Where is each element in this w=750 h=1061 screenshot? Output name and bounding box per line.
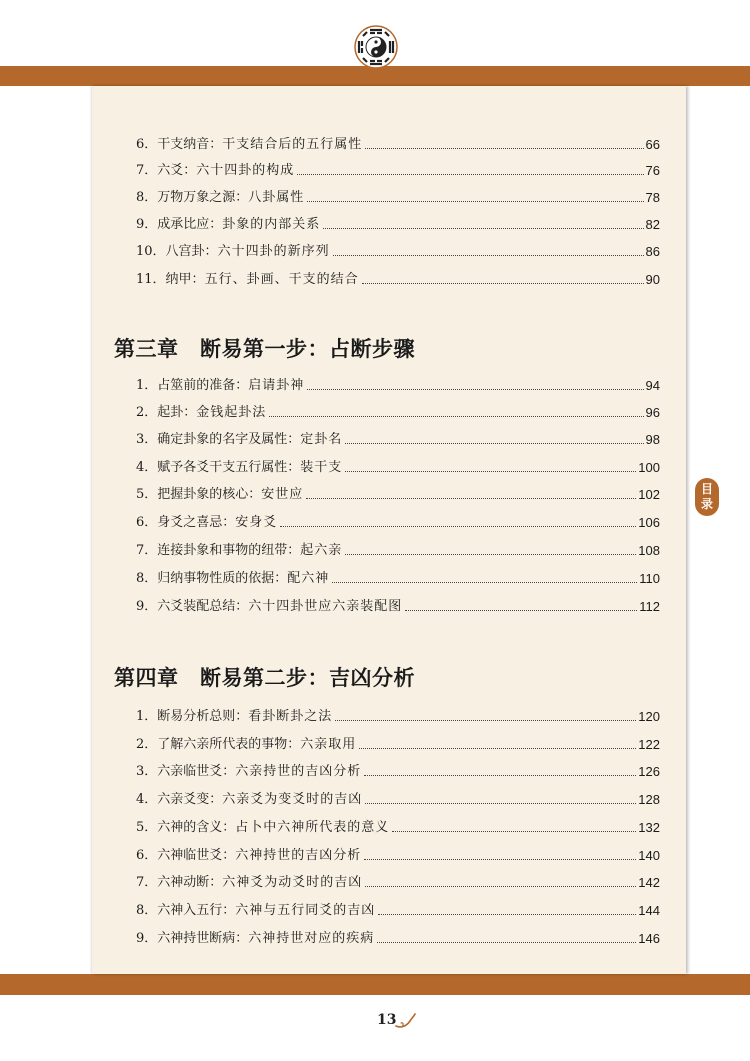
leader-dots <box>345 554 636 555</box>
leader-dots <box>307 201 643 202</box>
entry-number: 9． <box>136 599 158 614</box>
entry-title: 万物万象之源： <box>157 190 249 205</box>
entry-subtitle: 五行、卦画、干支的结合 <box>204 272 359 287</box>
entry-page-number: 98 <box>645 432 660 447</box>
toc-entry[interactable] <box>136 758 660 780</box>
entry-page-number: 120 <box>638 709 660 724</box>
leader-dots <box>392 831 636 832</box>
toc-entry[interactable] <box>136 897 660 919</box>
entry-title: 身爻之喜忌： <box>157 515 236 530</box>
entry-title: 六爻： <box>157 163 197 178</box>
leader-dots <box>364 859 636 860</box>
bagua-yin-yang-icon <box>354 25 398 69</box>
toc-entry[interactable] <box>136 869 660 891</box>
entry-page-number: 106 <box>638 515 660 530</box>
entry-subtitle: 六十四卦的新序列 <box>217 244 330 259</box>
entry-subtitle: 六神爻为动爻时的吉凶 <box>222 875 363 890</box>
entry-number: 8． <box>136 903 158 918</box>
entry-page-number: 146 <box>638 931 660 946</box>
entry-number: 6． <box>136 137 158 152</box>
entry-page-number: 100 <box>638 460 660 475</box>
entry-number: 2． <box>136 737 158 752</box>
entry-number: 2． <box>136 405 158 420</box>
entry-number: 9． <box>136 217 158 232</box>
entry-title: 把握卦象的核心： <box>157 487 262 502</box>
toc-entry[interactable] <box>136 703 660 725</box>
entry-title: 六神临世爻： <box>157 848 236 863</box>
entry-subtitle: 六神持世对应的疾病 <box>248 931 375 946</box>
entry-number: 7． <box>136 543 158 558</box>
leader-dots <box>307 389 643 390</box>
entry-number: 10． <box>136 244 166 259</box>
toc-entry[interactable] <box>136 372 660 394</box>
toc-entry[interactable] <box>136 786 660 808</box>
toc-entry[interactable] <box>136 211 660 233</box>
entry-subtitle: 六神与五行同爻的吉凶 <box>235 903 376 918</box>
entry-title: 六爻装配总结： <box>157 599 249 614</box>
leader-dots <box>362 283 644 284</box>
entry-title: 六神持世断病： <box>157 931 249 946</box>
entry-subtitle: 六亲持世的吉凶分析 <box>235 764 362 779</box>
leader-dots <box>377 942 636 943</box>
entry-number: 1． <box>136 378 158 393</box>
leader-dots <box>306 498 636 499</box>
entry-number: 1． <box>136 709 158 724</box>
entry-page-number: 66 <box>645 137 660 152</box>
entry-title: 连接卦象和事物的纽带： <box>157 543 301 558</box>
toc-entry[interactable] <box>136 157 660 179</box>
entry-title: 干支纳音： <box>157 137 223 152</box>
entry-title: 归纳事物性质的依据： <box>157 571 288 586</box>
entry-subtitle: 六亲取用 <box>300 737 357 752</box>
toc-entry[interactable] <box>136 731 660 753</box>
entry-page-number: 86 <box>645 244 660 259</box>
leader-dots <box>359 748 636 749</box>
side-tab-char-1: 目 <box>700 482 713 496</box>
entry-title: 六亲爻变： <box>157 792 223 807</box>
leader-dots <box>365 803 636 804</box>
footer-band <box>0 974 750 995</box>
entry-title: 赋予各爻干支五行属性： <box>157 460 301 475</box>
entry-subtitle: 八卦属性 <box>248 190 305 205</box>
entry-page-number: 78 <box>645 190 660 205</box>
entry-subtitle: 起六亲 <box>300 543 343 558</box>
leader-dots <box>280 526 636 527</box>
entry-subtitle: 占卜中六神所代表的意义 <box>235 820 390 835</box>
entry-title: 纳甲： <box>165 272 205 287</box>
toc-entry[interactable] <box>136 814 660 836</box>
entry-page-number: 76 <box>645 163 660 178</box>
toc-entry[interactable] <box>136 184 660 206</box>
entry-title: 八宫卦： <box>165 244 218 259</box>
entry-subtitle: 安身爻 <box>235 515 278 530</box>
entry-title: 六神动断： <box>157 875 223 890</box>
entry-page-number: 108 <box>638 543 660 558</box>
entry-subtitle: 看卦断卦之法 <box>248 709 333 724</box>
entry-subtitle: 六十四卦世应六亲装配图 <box>248 599 403 614</box>
entry-subtitle: 金钱起卦法 <box>196 405 267 420</box>
entry-title: 成承比应： <box>157 217 223 232</box>
entry-number: 4． <box>136 792 158 807</box>
entry-page-number: 102 <box>638 487 660 502</box>
leader-dots <box>345 471 636 472</box>
leader-dots <box>364 775 636 776</box>
entry-title: 断易分析总则： <box>157 709 249 724</box>
contents-side-tab <box>695 478 719 516</box>
toc-entry[interactable] <box>136 426 660 448</box>
entry-page-number: 128 <box>638 792 660 807</box>
toc-entry[interactable] <box>136 454 660 476</box>
entry-number: 6． <box>136 848 158 863</box>
toc-entry[interactable] <box>136 509 660 531</box>
entry-subtitle: 定卦名 <box>300 432 343 447</box>
chapter-heading: 第四章 断易第二步：吉凶分析 <box>114 665 415 690</box>
entry-subtitle: 六亲爻为变爻时的吉凶 <box>222 792 363 807</box>
entry-number: 5． <box>136 820 158 835</box>
leader-dots <box>333 255 644 256</box>
entry-number: 3． <box>136 764 158 779</box>
leader-dots <box>297 174 643 175</box>
leader-dots <box>335 720 636 721</box>
entry-subtitle: 安世应 <box>261 487 304 502</box>
toc-entry[interactable] <box>136 238 660 260</box>
entry-number: 7． <box>136 163 158 178</box>
entry-number: 4． <box>136 460 158 475</box>
entry-page-number: 144 <box>638 903 660 918</box>
entry-title: 六神入五行： <box>157 903 236 918</box>
page-number: 13 <box>377 1012 397 1028</box>
entry-subtitle: 配六神 <box>287 571 330 586</box>
toc-entry[interactable] <box>136 131 660 153</box>
entry-subtitle: 卦象的内部关系 <box>222 217 321 232</box>
entry-number: 9． <box>136 931 158 946</box>
leader-dots <box>323 228 643 229</box>
entry-page-number: 110 <box>639 571 660 586</box>
leader-dots <box>378 914 636 915</box>
toc-entry[interactable] <box>136 481 660 503</box>
entry-title: 了解六亲所代表的事物： <box>157 737 301 752</box>
entry-page-number: 90 <box>645 272 660 287</box>
entry-number: 5． <box>136 487 158 502</box>
entry-page-number: 94 <box>645 378 660 393</box>
entry-subtitle: 启请卦神 <box>248 378 305 393</box>
entry-subtitle: 六神持世的吉凶分析 <box>235 848 362 863</box>
entry-page-number: 126 <box>638 764 660 779</box>
entry-title: 六神的含义： <box>157 820 236 835</box>
toc-entry[interactable] <box>136 842 660 864</box>
entry-number: 8． <box>136 190 158 205</box>
leader-dots <box>405 610 637 611</box>
toc-entry[interactable] <box>136 266 660 288</box>
entry-page-number: 122 <box>638 737 660 752</box>
leader-dots <box>269 416 643 417</box>
entry-title: 确定卦象的名字及属性： <box>157 432 301 447</box>
toc-entry[interactable] <box>136 537 660 559</box>
leader-dots <box>345 443 643 444</box>
entry-title: 占筮前的准备： <box>157 378 249 393</box>
entry-subtitle: 装干支 <box>300 460 343 475</box>
entry-title: 六亲临世爻： <box>157 764 236 779</box>
entry-subtitle: 干支结合后的五行属性 <box>222 137 363 152</box>
toc-entry[interactable] <box>136 925 660 947</box>
entry-page-number: 112 <box>639 599 660 614</box>
toc-entry[interactable] <box>136 565 660 587</box>
entry-number: 11． <box>136 272 166 287</box>
leader-dots <box>365 148 643 149</box>
side-tab-char-2: 录 <box>700 497 713 511</box>
entry-page-number: 142 <box>638 875 660 890</box>
entry-number: 8． <box>136 571 158 586</box>
header-band <box>0 66 750 86</box>
entry-page-number: 140 <box>638 848 660 863</box>
entry-number: 7． <box>136 875 158 890</box>
entry-page-number: 132 <box>638 820 660 835</box>
entry-title: 起卦： <box>157 405 197 420</box>
entry-page-number: 82 <box>645 217 660 232</box>
leader-dots <box>332 582 637 583</box>
entry-number: 3． <box>136 432 158 447</box>
swirl-ornament-icon <box>394 1012 416 1030</box>
leader-dots <box>365 886 636 887</box>
entry-number: 6． <box>136 515 158 530</box>
chapter-heading: 第三章 断易第一步：占断步骤 <box>114 336 415 361</box>
entry-subtitle: 六十四卦的构成 <box>196 163 295 178</box>
toc-entry[interactable] <box>136 399 660 421</box>
toc-entry[interactable] <box>136 593 660 615</box>
entry-page-number: 96 <box>645 405 660 420</box>
